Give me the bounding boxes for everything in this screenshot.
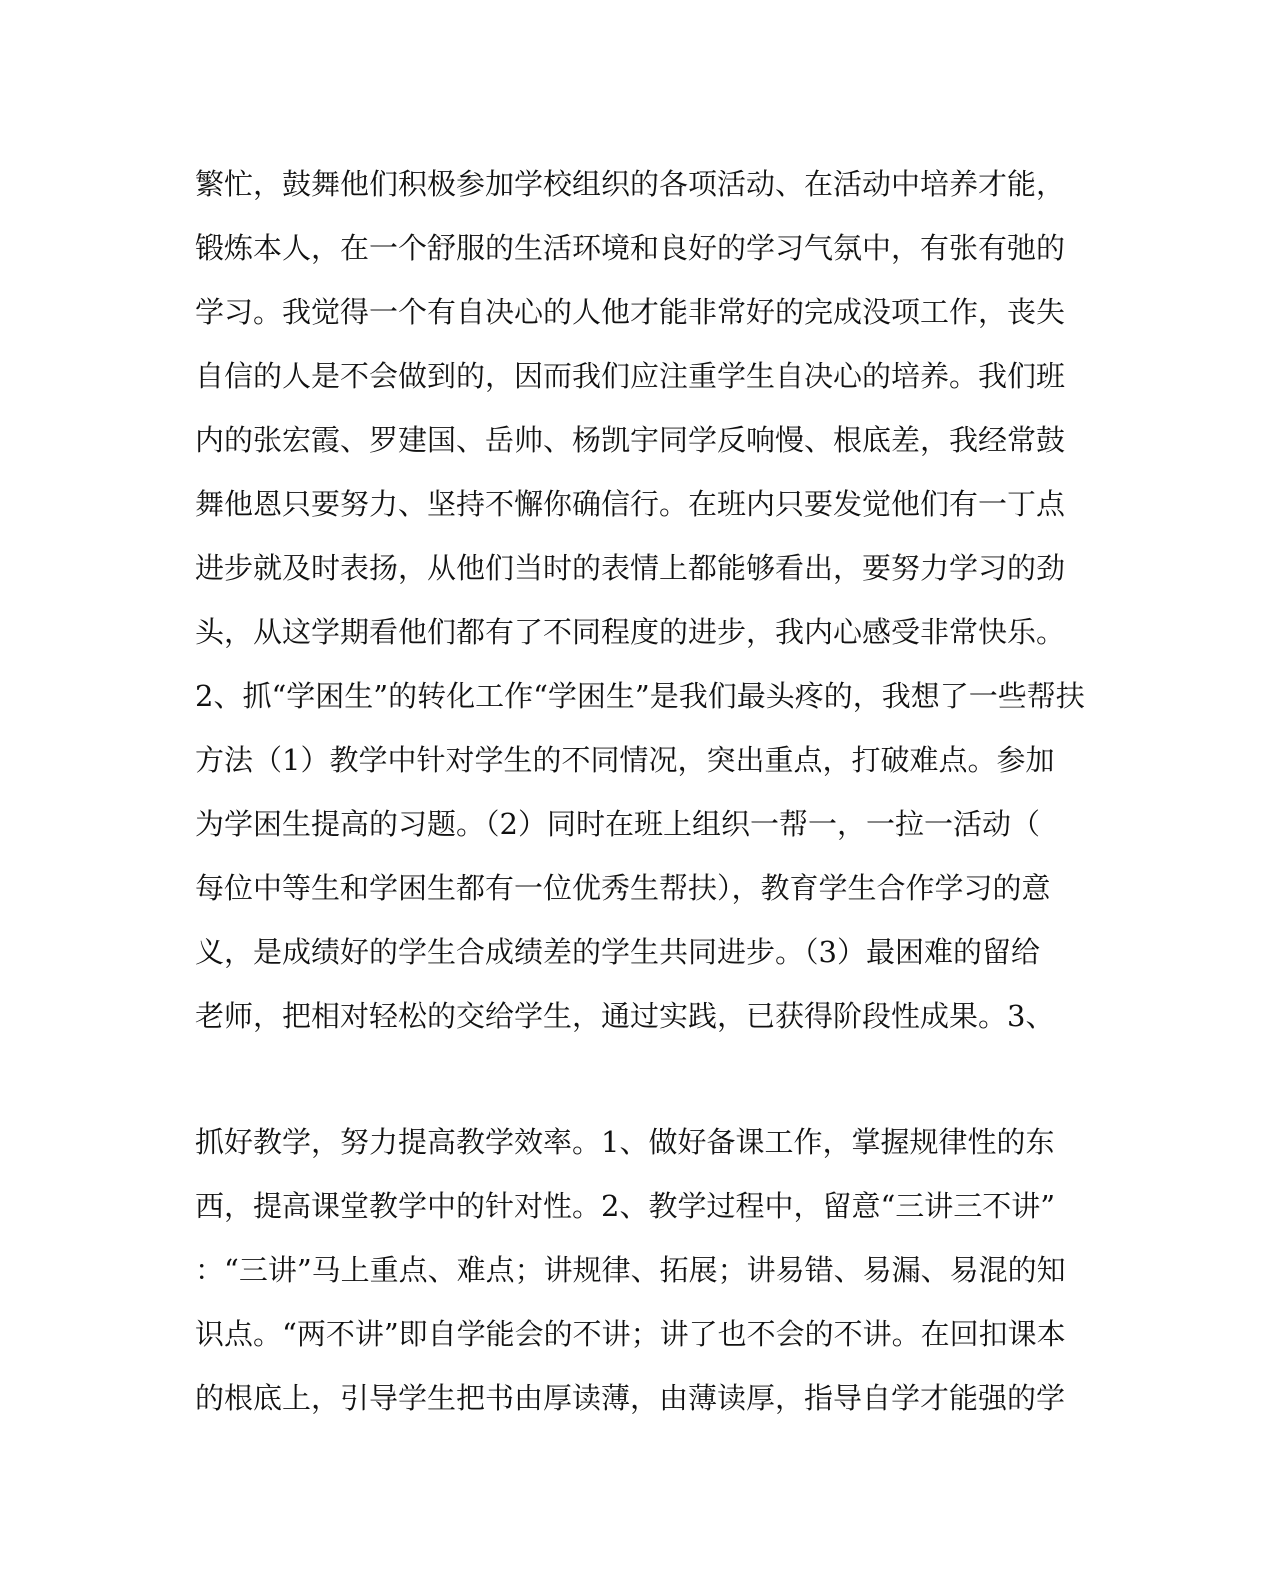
text-line: 内的张宏霞、罗建国、岳帅、杨凯宇同学反响慢、根底差，我经常鼓 — [195, 423, 1066, 457]
text-line: 方法（1）教学中针对学生的不同情况，突出重点，打破难点。参加 — [195, 743, 1055, 777]
text-line: 2、抓“学困生”的转化工作“学困生”是我们最头疼的，我想了一些帮扶 — [195, 679, 1085, 713]
text-line: 繁忙，鼓舞他们积极参加学校组织的各项活动、在活动中培养才能， — [195, 167, 1066, 201]
text-line: 西，提高课堂教学中的针对性。2、教学过程中，留意“三讲三不讲” — [195, 1189, 1056, 1223]
text-line: 抓好教学，努力提高教学效率。1、做好备课工作，掌握规律性的东 — [195, 1125, 1055, 1159]
text-line: 义，是成绩好的学生合成绩差的学生共同进步。（3）最困难的留给 — [195, 935, 1040, 969]
text-line: 舞他恩只要努力、坚持不懈你确信行。在班内只要发觉他们有一丁点 — [195, 487, 1066, 521]
text-line: 锻炼本人，在一个舒服的生活环境和良好的学习气氛中，有张有弛的 — [195, 231, 1066, 265]
text-line: 的根底上，引导学生把书由厚读薄，由薄读厚，指导自学才能强的学 — [195, 1381, 1066, 1415]
text-line: 每位中等生和学困生都有一位优秀生帮扶），教育学生合作学习的意 — [195, 871, 1051, 905]
text-line: 头，从这学期看他们都有了不同程度的进步，我内心感受非常快乐。 — [195, 615, 1066, 649]
text-line: ：“三讲”马上重点、难点；讲规律、拓展；讲易错、易漏、易混的知 — [195, 1253, 1066, 1287]
text-line: 进步就及时表扬，从他们当时的表情上都能够看出，要努力学习的劲 — [195, 551, 1066, 585]
text-line: 老师，把相对轻松的交给学生，通过实践，已获得阶段性成果。3、 — [195, 999, 1055, 1033]
text-line: 学习。我觉得一个有自决心的人他才能非常好的完成没项工作，丧失 — [195, 295, 1066, 329]
text-line: 自信的人是不会做到的，因而我们应注重学生自决心的培养。我们班 — [195, 359, 1066, 393]
text-line: 为学困生提高的习题。（2）同时在班上组织一帮一，一拉一活动（ — [195, 807, 1040, 841]
text-line: 识点。“两不讲”即自学能会的不讲；讲了也不会的不讲。在回扣课本 — [195, 1317, 1066, 1351]
